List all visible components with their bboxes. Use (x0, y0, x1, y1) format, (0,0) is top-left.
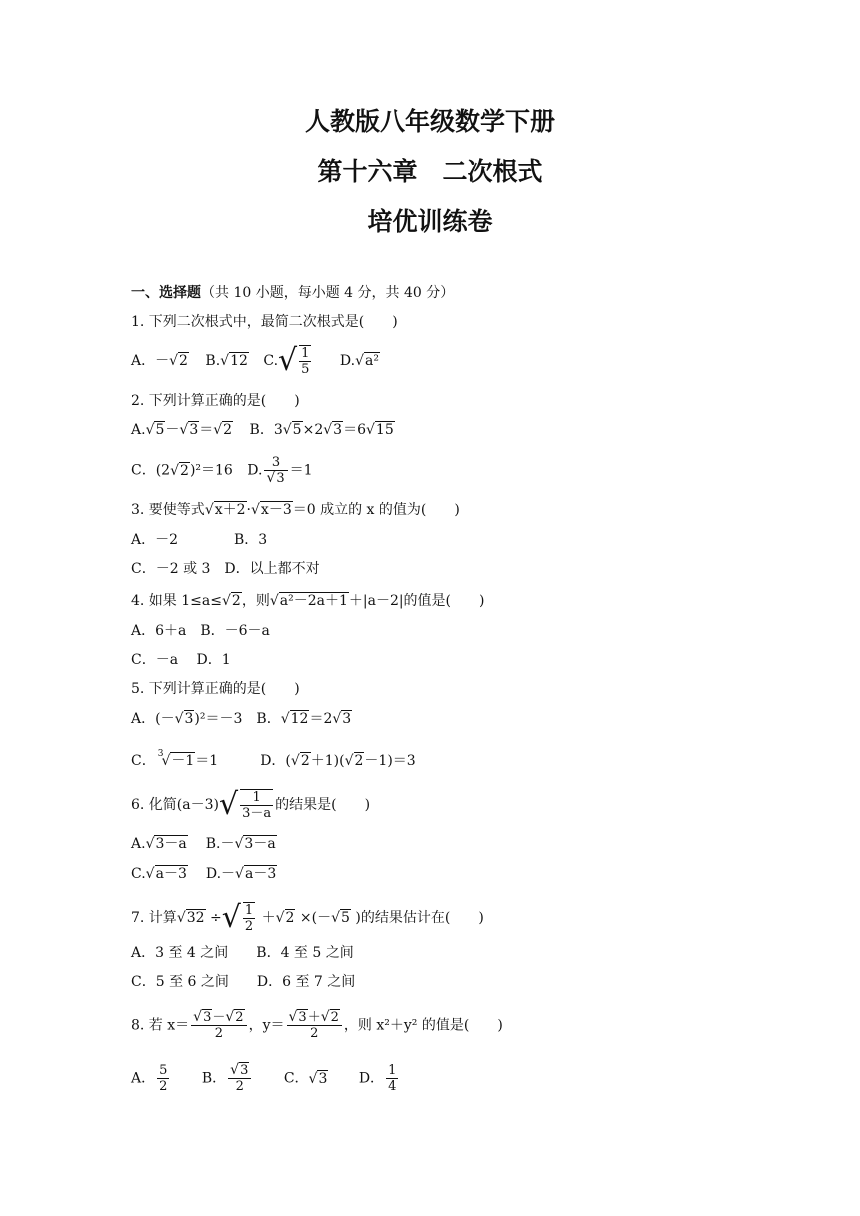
sqrt-icon: √a－3 (145, 866, 187, 882)
sqrt-icon: √2 (225, 1009, 244, 1025)
sqrt-icon: √15 (366, 422, 394, 438)
question-2-stem: 2. 下列计算正确的是( ) (131, 393, 300, 409)
question-7-options-1: A．3 至 4 之间 B．4 至 5 之间 (131, 945, 354, 961)
sqrt-icon: √2 (221, 593, 241, 609)
sqrt-icon: √ (219, 787, 239, 822)
question-3-stem: 3. 要使等式√x＋2·√x－3＝0 成立的 x 的值为( ) (131, 502, 460, 518)
sqrt-icon: √3 (174, 711, 194, 727)
question-2-options-ab: A.√5－√3＝√2 B．3√5×2√3＝6√15 (131, 422, 394, 438)
sqrt-icon: √3 (323, 422, 343, 438)
question-4-stem: 4. 如果 1≤a≤√2，则√a²－2a＋1＋|a－2|的值是( ) (131, 593, 485, 609)
sqrt-icon: √ (221, 900, 241, 935)
sqrt-icon: √3 (288, 1009, 307, 1025)
sqrt-icon: √5 (145, 422, 165, 438)
sqrt-icon: √3 (193, 1009, 212, 1025)
fraction: $\frac{3}{√3}$ (264, 455, 287, 486)
question-6-options-cd: C.√a－3 D.－√a－3 (131, 866, 277, 882)
paper-title: 培优训练卷 (367, 207, 493, 236)
question-7-options-2: C．5 至 6 之间 D．6 至 7 之间 (131, 974, 356, 990)
sqrt-icon: √12 (280, 711, 309, 727)
sqrt-icon: √2 (320, 1009, 339, 1025)
sqrt-icon: √2 (344, 753, 364, 769)
fraction: $\frac{1}{5}$ (301, 346, 310, 377)
q1-option-c: C. (263, 353, 279, 369)
fraction: $\frac{1}{3-a}$ (242, 790, 272, 821)
sqrt-icon: √2 (275, 910, 295, 926)
section-heading (131, 284, 454, 302)
q1-option-a: A．－ (131, 353, 170, 369)
sqrt-icon: √3 (179, 422, 199, 438)
section-note: （共 10 小题，每小题 4 分，共 40 分） (201, 285, 455, 301)
question-3-options-1: A．－2 B．3 (131, 532, 268, 548)
sqrt-icon: √x－3 (251, 502, 292, 518)
q1-option-d: D. (339, 353, 356, 369)
question-7-stem: 7. 计算√32 ÷√ $\frac{1}{2}$ ＋√2 ×(－√5 )的结果估计在( ) (131, 900, 484, 935)
sqrt-icon: √3 (308, 1070, 328, 1087)
question-4-options-2: C．－a D．1 (131, 652, 231, 668)
sqrt-icon: √a²－2a＋1 (269, 593, 348, 609)
sqrt-icon: √a－3 (235, 866, 277, 882)
question-2-options-cd: C．(2√2)²＝16 D. $\frac{3}{√3}$ ＝1 (131, 455, 313, 486)
section-label: 一、选择题 (131, 285, 201, 301)
sqrt-icon: √5 (331, 910, 350, 926)
sqrt-icon: √2 (290, 753, 310, 769)
sqrt-icon: √3－a (234, 836, 276, 852)
question-5-stem: 5. 下列计算正确的是( ) (131, 681, 300, 697)
sqrt-icon: √12 (220, 353, 248, 369)
question-6-options-ab: A.√3－a B.－√3－a (131, 836, 276, 852)
sqrt-icon: √3 (230, 1062, 249, 1078)
sqrt-icon: √3 (266, 470, 285, 486)
sqrt-icon: √x＋2 (204, 502, 246, 518)
question-3-options-2: C．－2 或 3 D．以上都不对 (131, 561, 320, 577)
question-1-stem: 1. 下列二次根式中，最简二次根式是( ) (131, 314, 398, 330)
root-index: 3 (157, 749, 164, 759)
sqrt-icon: √2 (169, 353, 188, 369)
sqrt-icon: √32 (176, 910, 205, 926)
question-5-options-ab: A．(－√3)²＝－3 B．√12＝2√3 (131, 711, 352, 727)
question-1-options (131, 345, 380, 377)
sqrt-icon: √2 (170, 462, 189, 479)
q1-option-b: B. (205, 353, 221, 369)
fraction: $\frac{√3+√2}{2}$ (287, 1010, 342, 1041)
question-6-stem: 6. 化简(a－3)√ $\frac{1}{3-a}$ 的结果是( ) (131, 787, 371, 822)
book-title: 人教版八年级数学下册 (304, 107, 555, 136)
fraction: $\frac{1}{2}$ (244, 903, 254, 934)
question-8-options: A． $\frac{5}{2}$ B． $\frac{√3}{2}$ C．√3 D． $\frac{1}{4}$ (131, 1062, 397, 1094)
sqrt-icon: √5 (282, 422, 302, 438)
fraction: $\frac{√3-√2}{2}$ (191, 1010, 246, 1041)
sqrt-icon: √2 (213, 422, 233, 438)
fraction: $\frac{√3}{2}$ (228, 1063, 251, 1094)
sqrt-icon: √3 (332, 711, 352, 727)
sqrt-icon: √3－a (145, 836, 187, 852)
sqrt-icon: √ (278, 343, 298, 378)
question-4-options-1: A．6＋a B．－6－a (131, 623, 270, 639)
cube-root-icon: √－1 (161, 753, 195, 769)
sqrt-icon: √a² (355, 353, 379, 369)
chapter-title: 第十六章 二次根式 (317, 157, 543, 186)
question-5-options-cd: C． $^3$√－1＝1 D．(√2＋1)(√2－1)＝3 (131, 749, 416, 769)
fraction: $\frac{5}{2}$ (159, 1063, 168, 1094)
question-8-stem: 8. 若 x＝ $\frac{√3-√2}{2}$ ，y＝ $\frac{√3+√2}{2}$ ，则 x²＋y² 的值是( ) (131, 1009, 503, 1041)
fraction: $\frac{1}{4}$ (388, 1063, 397, 1094)
